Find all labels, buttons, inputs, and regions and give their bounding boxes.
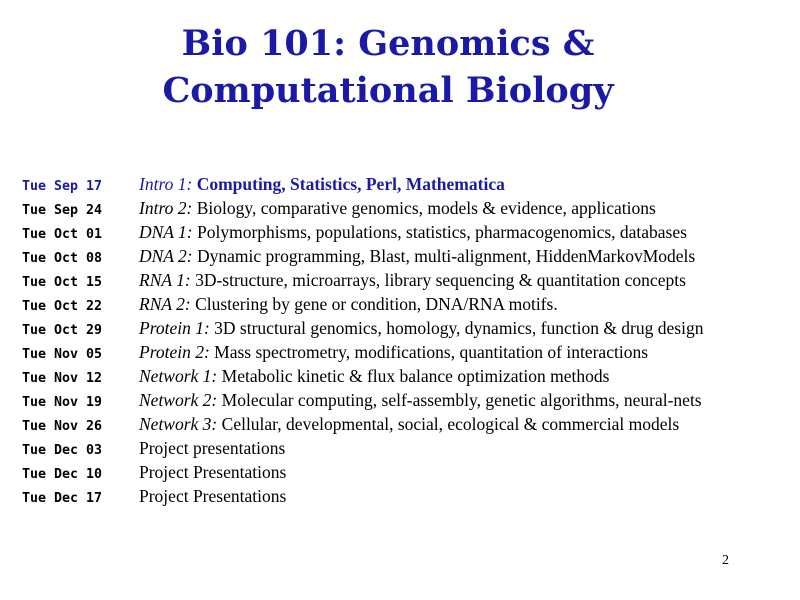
schedule-row <box>22 364 703 388</box>
schedule-date: Tue Oct 08 <box>22 251 103 266</box>
schedule-row <box>22 292 703 316</box>
schedule-date: Tue Oct 15 <box>22 275 103 290</box>
schedule-row <box>22 220 703 244</box>
schedule-date: Tue Dec 03 <box>22 443 103 458</box>
schedule-topic: RNA 2: <box>139 294 191 314</box>
title-line-2: Computational Biology <box>162 70 614 111</box>
page-number: 2 <box>722 553 729 568</box>
schedule-topic: Intro 1: <box>139 174 193 194</box>
schedule-description <box>139 294 558 314</box>
schedule-text: Project presentations <box>139 438 286 458</box>
schedule-topic: Network 1: <box>139 366 218 386</box>
schedule-row <box>22 196 703 220</box>
schedule-description <box>139 342 648 362</box>
schedule-row <box>22 172 703 196</box>
schedule-description <box>139 438 285 458</box>
schedule-date: Tue Sep 24 <box>22 203 103 218</box>
schedule-topic: Protein 1: <box>139 318 210 338</box>
schedule-topic: Network 3: <box>139 414 218 434</box>
schedule-row <box>22 340 703 364</box>
schedule-topic: DNA 2: <box>139 246 193 266</box>
slide-title <box>0 20 776 114</box>
schedule-date: Tue Nov 05 <box>22 347 103 362</box>
schedule-row <box>22 244 703 268</box>
schedule-topic: RNA 1: <box>139 270 191 290</box>
schedule-text: Mass spectrometry, modifications, quantitation of interactions <box>214 342 649 362</box>
schedule-row <box>22 412 703 436</box>
schedule-description <box>139 198 656 218</box>
schedule-topic: Network 2: <box>139 390 218 410</box>
title-line-1: Bio 101: Genomics & <box>181 23 595 64</box>
schedule-date: Tue Dec 17 <box>22 491 103 506</box>
schedule-topic: Intro 2: <box>139 198 193 218</box>
schedule-date: Tue Nov 12 <box>22 371 103 386</box>
schedule-list <box>22 172 703 508</box>
schedule-description <box>139 174 505 194</box>
schedule-text: Dynamic programming, Blast, multi-alignment, HiddenMarkovModels <box>197 246 696 266</box>
schedule-date: Tue Oct 01 <box>22 227 103 242</box>
schedule-date: Tue Dec 10 <box>22 467 103 482</box>
schedule-text: Project Presentations <box>139 486 287 506</box>
schedule-description <box>139 318 703 338</box>
schedule-text: 3D structural genomics, homology, dynamics, function & drug design <box>214 318 704 338</box>
schedule-text: Clustering by gene or condition, DNA/RNA motifs. <box>195 294 558 314</box>
schedule-text: Biology, comparative genomics, models & evidence, applications <box>196 198 656 218</box>
schedule-row <box>22 316 703 340</box>
schedule-topic: DNA 1: <box>139 222 193 242</box>
schedule-description <box>139 486 286 506</box>
schedule-text: Project Presentations <box>139 462 287 482</box>
schedule-row <box>22 268 703 292</box>
schedule-row <box>22 388 703 412</box>
schedule-description <box>139 222 687 242</box>
schedule-description <box>139 462 286 482</box>
schedule-text: Cellular, developmental, social, ecological & commercial models <box>221 414 680 434</box>
schedule-text: Computing, Statistics, Perl, Mathematica <box>196 174 505 194</box>
schedule-description <box>139 246 695 266</box>
schedule-date: Tue Oct 22 <box>22 299 103 314</box>
schedule-text: Molecular computing, self-assembly, genetic algorithms, neural-nets <box>221 390 702 410</box>
schedule-description <box>139 270 686 290</box>
schedule-date: Tue Nov 26 <box>22 419 103 434</box>
schedule-description <box>139 390 702 410</box>
schedule-row <box>22 436 703 460</box>
schedule-topic: Protein 2: <box>139 342 210 362</box>
schedule-description <box>139 366 609 386</box>
schedule-description <box>139 414 679 434</box>
schedule-date: Tue Nov 19 <box>22 395 103 410</box>
schedule-row <box>22 460 703 484</box>
schedule-row <box>22 484 703 508</box>
schedule-text: Polymorphisms, populations, statistics, pharmacogenomics, databases <box>197 222 687 242</box>
schedule-text: 3D-structure, microarrays, library sequencing & quantitation concepts <box>195 270 686 290</box>
schedule-date: Tue Sep 17 <box>22 179 103 194</box>
schedule-text: Metabolic kinetic & flux balance optimization methods <box>221 366 610 386</box>
schedule-date: Tue Oct 29 <box>22 323 103 338</box>
